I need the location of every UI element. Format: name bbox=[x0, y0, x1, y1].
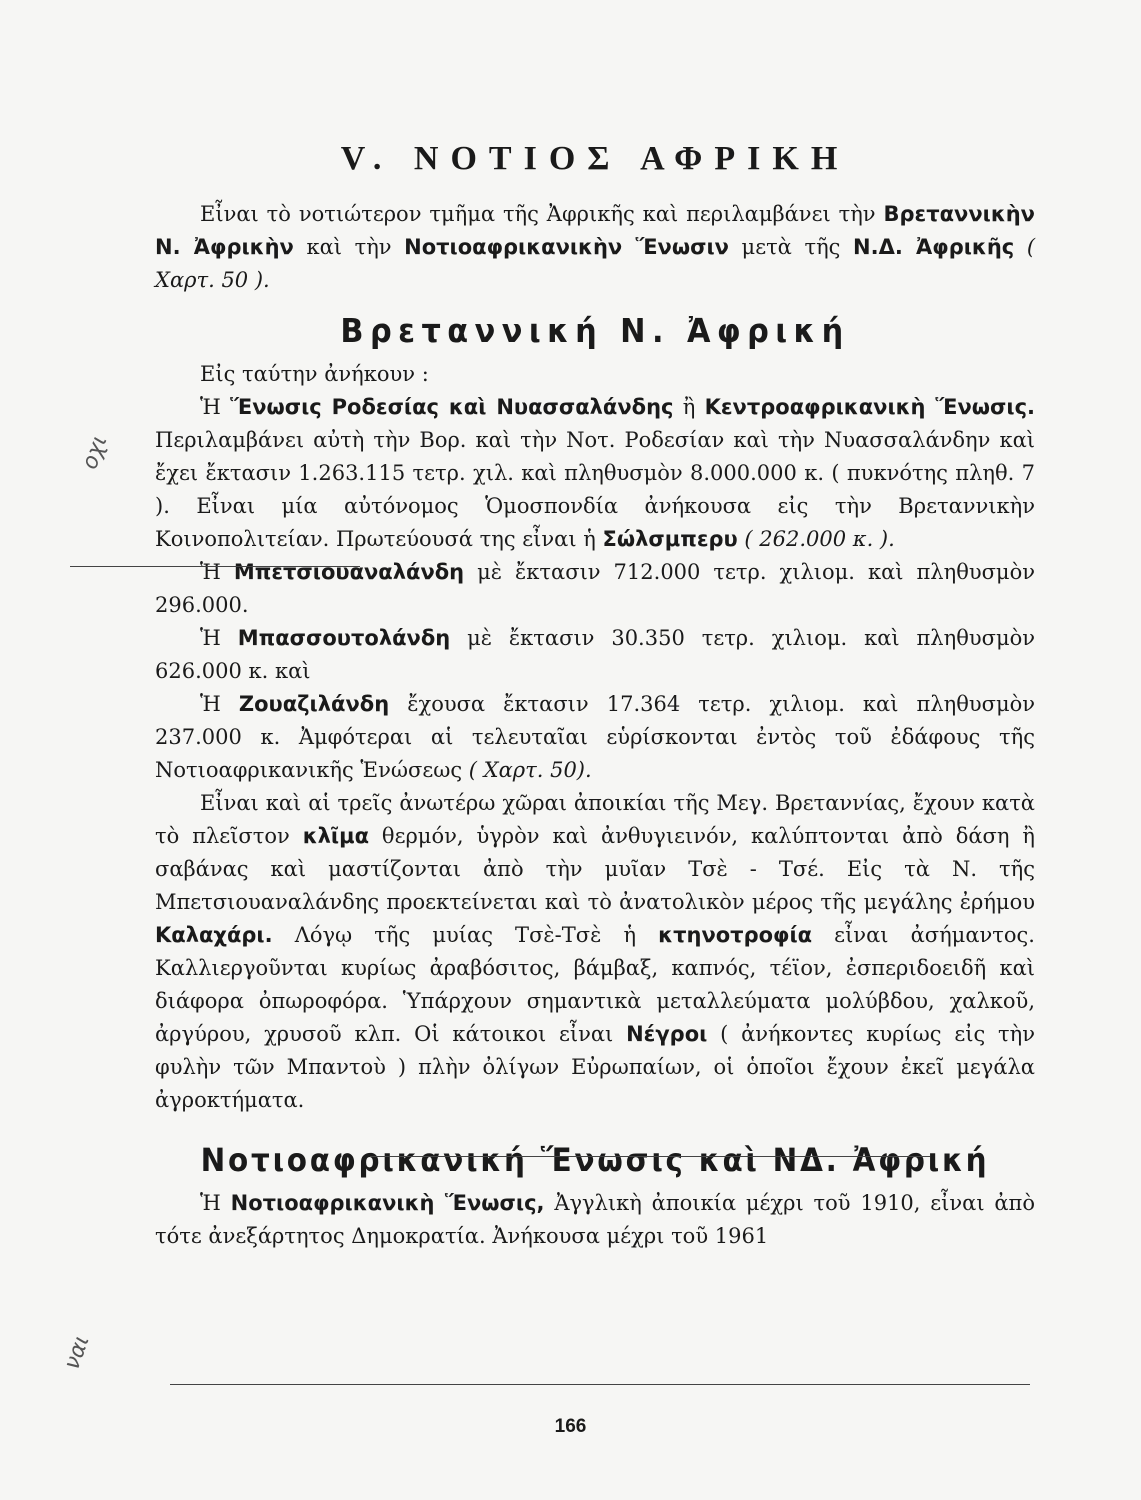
intro-paragraph: Εἶναι τὸ νοτιώτερον τμῆμα τῆς Ἀφρικῆς καὶ περιλαμβάνει τὴν Βρεταννικὴν Ν. Ἀφρικὴν καὶ τὴν Νοτιοαφρικανικὴν Ἕνωσιν μετὰ τῆς Ν.Δ. Ἀφρικῆς ( Χαρτ. 50 ). bbox=[155, 202, 1036, 292]
page-body bbox=[155, 140, 1035, 1253]
paragraph-south-african-union: Ἡ Νοτιοαφρικανικὴ Ἕνωσις, Ἀγγλικὴ ἀποικία μέχρι τοῦ 1910, εἶναι ἀπὸ τότε ἀνεξάρτητος Δημοκρατία. Ἀνήκουσα μέχρι τοῦ 1961 bbox=[155, 1191, 1036, 1248]
paragraph-bechuanaland: Ἡ Μπετσιουαναλάνδη μὲ ἔκτασιν 712.000 τετρ. χιλιομ. καὶ πληθυσμὸν 296.000. bbox=[155, 560, 1035, 617]
paragraph-climate-economy: Εἶναι καὶ αἱ τρεῖς ἀνωτέρω χῶραι ἀποικίαι τῆς Μεγ. Βρεταννίας, ἔχουν κατὰ τὸ πλεῖστον κλῖμα θερμόν, ὑγρὸν καὶ ἀνθυγιεινόν, καλύπτονται ἀπὸ δάση ἢ σαβάνας καὶ μαστίζονται ἀπὸ τὴν μυῖαν Τσὲ - Τσέ. Εἰς τὰ Ν. τῆς Μπετσιουαναλάνδης προεκτείνεται καὶ τὸ ἀνατολικὸν μέρος τῆς μεγάλης ἐρήμου Καλαχάρι. Λόγῳ τῆς μυίας Τσὲ-Τσὲ ἡ κτηνοτροφία εἶναι ἀσήμαντος. Καλλιεργοῦνται κυρίως ἀραβόσιτος, βάμβαξ, καπνός, τέϊον, ἐσπεριδοειδῆ καὶ διάφορα ὀπωροφόρα. Ὑπάρχουν σημαντικὰ μεταλλεύματα μολύβδου, χαλκοῦ, ἀργύρου, χρυσοῦ κλπ. Οἱ κάτοικοι εἶναι Νέγροι ( ἀνήκοντες κυρίως εἰς τὴν φυλὴν τῶν Μπαντοὺ ) πλὴν ὀλίγων Εὐρωπαίων, οἱ ὁποῖοι ἔχουν ἐκεῖ μεγάλα ἀγροκτήματα. bbox=[155, 791, 1035, 1112]
section-heading-south-african-union: Νοτιοαφρικανική Ἕνωσις καὶ ΝΔ. Ἀφρική bbox=[200, 1141, 990, 1179]
handwritten-margin-note-2: ναι bbox=[59, 1332, 95, 1373]
paragraph-swaziland: Ἡ Ζουαζιλάνδη ἔχουσα ἔκτασιν 17.364 τετρ. χιλιομ. καὶ πληθυσμὸν 237.000 κ. Ἀμφότεραι αἱ τελευταῖαι εὑρίσκονται ἐντὸς τοῦ ἐδάφους τῆς Νοτιοαφρικανικῆς Ἑνώσεως ( Χαρτ. 50). bbox=[155, 692, 1036, 782]
pen-underline-1 bbox=[70, 566, 360, 567]
pen-underline-2 bbox=[370, 1156, 930, 1157]
handwritten-margin-note-1: οχι bbox=[77, 432, 113, 473]
chapter-title: V. ΝΟΤΙΟΣ ΑΦΡΙΚΗ bbox=[340, 140, 850, 177]
pen-underline-3 bbox=[170, 1384, 1030, 1385]
paragraph-basutoland: Ἡ Μπασσουτολάνδη μὲ ἔκτασιν 30.350 τετρ. χιλιομ. καὶ πληθυσμὸν 626.000 κ. καὶ bbox=[155, 626, 1035, 683]
section1-lead: Εἰς ταύτην ἀνήκουν : bbox=[200, 362, 429, 386]
section-heading-british-south-africa: Βρεταννική Ν. Ἀφρική bbox=[340, 311, 850, 350]
page-number: 166 bbox=[554, 1416, 587, 1437]
paragraph-rhodesia: Ἡ Ἕνωσις Ροδεσίας καὶ Νυασσαλάνδης ἢ Κεντροαφρικανικὴ Ἕνωσις. Περιλαμβάνει αὐτὴ τὴν Βορ. καὶ τὴν Νοτ. Ροδεσίαν καὶ τὴν Νυασσαλάνδην καὶ ἔχει ἔκτασιν 1.263.115 τετρ. χιλ. καὶ πληθυσμὸν 8.000.000 κ. ( πυκνότης πληθ. 7 ). Εἶναι μία αὐτόνομος Ὁμοσπονδία ἀνήκουσα εἰς τὴν Βρεταννικὴν Κοινοπολιτείαν. Πρωτεύουσά της εἶναι ἡ Σώλσμπερυ ( 262.000 κ. ). bbox=[155, 395, 1036, 551]
